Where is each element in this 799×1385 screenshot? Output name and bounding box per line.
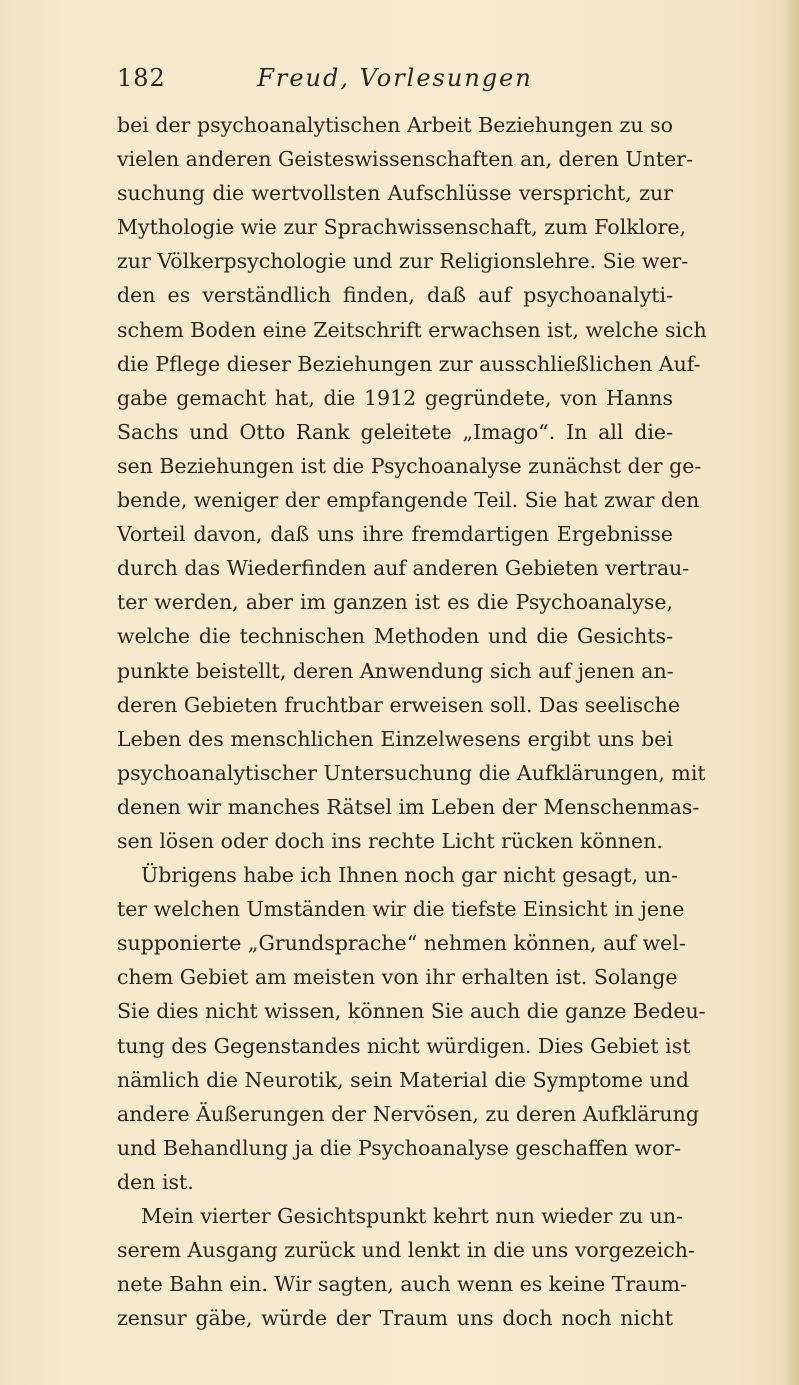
text-line: Übrigens habe ich Ihnen noch gar nicht gesagt, un- (141, 863, 678, 888)
text-line: supponierte „Grundsprache“ nehmen können, auf wel- (117, 931, 686, 956)
text-line: suchung die wertvollsten Aufschlüsse verspricht, zur (117, 181, 673, 206)
page-number: 182 (117, 64, 166, 92)
running-title: Freud, Vorlesungen (257, 64, 533, 92)
text-line: deren Gebieten fruchtbar erweisen soll. Das seelische (117, 692, 680, 717)
text-line: vielen anderen Geisteswissenschaften an, deren Unter- (117, 147, 694, 172)
body-text (117, 108, 707, 1335)
text-line: punkte beistellt, deren Anwendung sich auf jenen an- (117, 658, 674, 683)
text-line: sen lösen oder doch ins rechte Licht rücken können. (117, 828, 663, 853)
text-line: die Pflege dieser Beziehungen zur ausschließlichen Auf- (117, 351, 701, 376)
text-line: psychoanalytischer Untersuchung die Aufklärungen, mit (117, 760, 706, 785)
text-line: tung des Gegenstandes nicht würdigen. Dies Gebiet ist (117, 1033, 691, 1058)
text-line: Leben des menschlichen Einzelwesens ergibt uns bei (117, 726, 673, 751)
text-line: Sie dies nicht wissen, können Sie auch die ganze Bedeu- (117, 999, 706, 1024)
text-line: den es verständlich finden, daß auf psychoanalyti- (117, 283, 673, 308)
text-line: ter werden, aber im ganzen ist es die Psychoanalyse, (117, 590, 673, 615)
text-line: bei der psychoanalytischen Arbeit Beziehungen zu so (117, 113, 673, 137)
page-edge-shadow (785, 0, 799, 1385)
text-line: nete Bahn ein. Wir sagten, auch wenn es keine Traum- (117, 1272, 688, 1297)
text-line: Mein vierter Gesichtspunkt kehrt nun wieder zu un- (141, 1204, 683, 1228)
text-line: gabe gemacht hat, die 1912 gegründete, von Hanns (117, 385, 673, 410)
text-line: andere Äußerungen der Nervösen, zu deren Aufklärung (117, 1101, 699, 1126)
text-line: welche die technischen Methoden und die Gesichts- (117, 624, 673, 649)
text-line: Vorteil davon, daß uns ihre fremdartigen Ergebnisse (117, 522, 673, 547)
text-line: Mythologie wie zur Sprachwissenschaft, zum Folklore, (117, 215, 687, 240)
text-line: durch das Wiederfinden auf anderen Gebieten vertrau- (117, 556, 690, 581)
text-line: sen Beziehungen ist die Psychoanalyse zunächst der ge- (117, 453, 702, 478)
text-line: serem Ausgang zurück und lenkt in die uns vorgezeich- (117, 1238, 695, 1263)
page-header (117, 64, 673, 100)
text-line: chem Gebiet am meisten von ihr erhalten ist. Solange (117, 965, 678, 990)
text-line: und Behandlung ja die Psychoanalyse geschaffen wor- (117, 1135, 682, 1160)
text-line: Sachs und Otto Rank geleitete „Imago“. In all die- (117, 419, 673, 444)
text-line: denen wir manches Rätsel im Leben der Menschenmas- (117, 794, 700, 819)
text-line: zur Völkerpsychologie und zur Religionslehre. Sie wer- (117, 249, 689, 274)
text-line: schem Boden eine Zeitschrift erwachsen ist, welche sich (117, 317, 707, 342)
text-line: ter welchen Umständen wir die tiefste Einsicht in jene (117, 897, 685, 922)
text-line: zensur gäbe, würde der Traum uns doch noch nicht (117, 1306, 673, 1331)
text-line: bende, weniger der empfangende Teil. Sie hat zwar den (117, 488, 700, 513)
text-line: nämlich die Neurotik, sein Material die Symptome und (117, 1067, 690, 1092)
text-line: den ist. (117, 1169, 194, 1194)
